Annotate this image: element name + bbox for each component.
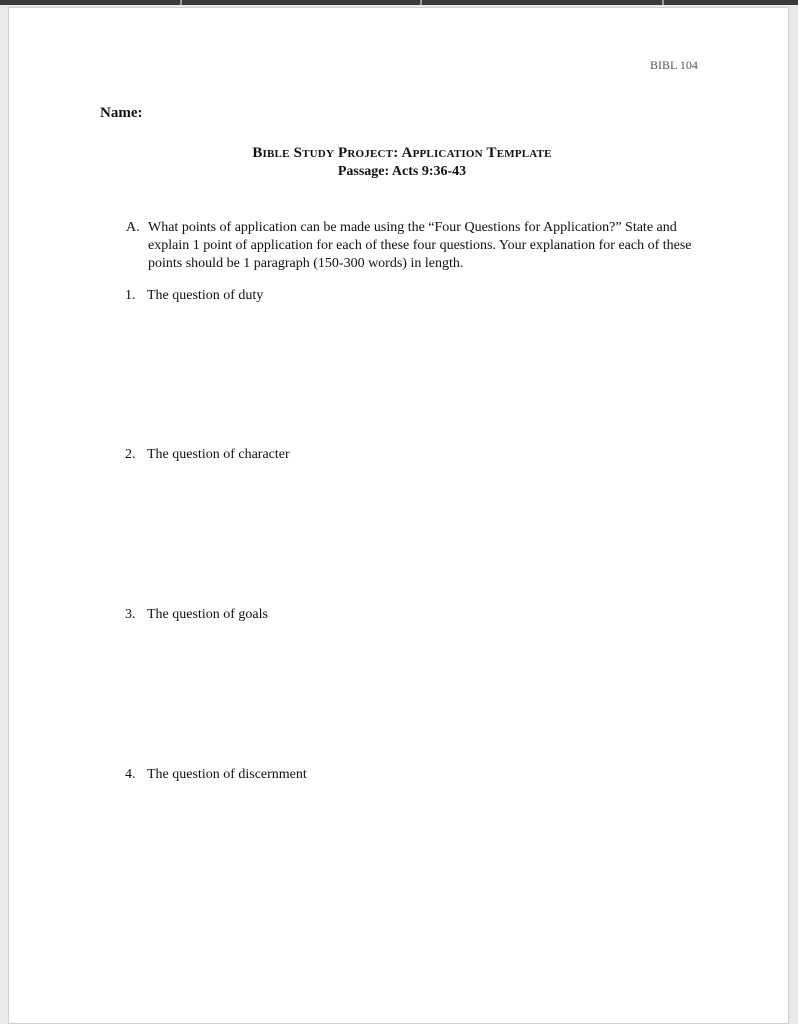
question-number: 3. [125, 607, 136, 622]
top-bar-divider [180, 0, 182, 5]
document-title: Bible Study Project: Application Template [252, 145, 552, 161]
top-bar-divider [420, 0, 422, 5]
top-bar-divider [662, 0, 664, 5]
document-page [8, 7, 789, 1024]
section-a-instructions [126, 219, 696, 273]
question-label: The question of discernment [147, 767, 307, 782]
question-number: 4. [125, 767, 136, 782]
section-a-text: What points of application can be made using the “Four Questions for Application?” State and explain 1 point of application for each of these four questions. Your explanation for each of these points should be 1 paragraph (150-300 words) in length. [148, 220, 692, 271]
name-label: Name: [100, 105, 143, 121]
question-item [125, 288, 263, 304]
passage-reference: Passage: Acts 9:36-43 [337, 164, 467, 179]
course-code: BIBL 104 [650, 58, 698, 72]
window-top-bar [0, 0, 798, 5]
question-label: The question of goals [147, 607, 268, 622]
question-label: The question of character [147, 447, 290, 462]
section-a-marker: A. [126, 220, 140, 235]
question-label: The question of duty [147, 288, 264, 303]
question-item [125, 767, 307, 783]
question-item [125, 447, 290, 463]
question-item [125, 607, 268, 623]
question-number: 2. [125, 447, 136, 462]
question-number: 1. [125, 288, 136, 303]
